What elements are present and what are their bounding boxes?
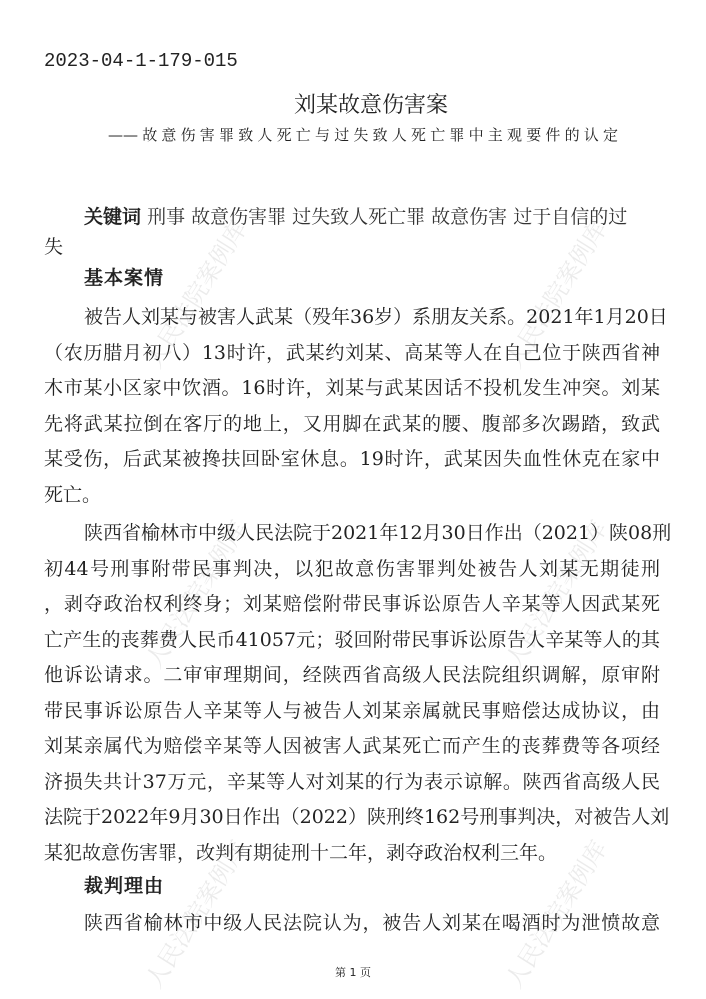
keywords-label: 关键词 (84, 206, 142, 228)
text-line: 带民事诉讼原告人辛某等人与被告人刘某亲属就民事赔偿达成协议，由 (44, 699, 660, 722)
section-heading-reasoning: 裁判理由 (84, 875, 165, 897)
text-line: 亡产生的丧葬费人民币41057元；驳回附带民事诉讼原告人辛某等人的其 (44, 628, 660, 651)
watermark: 人民法院案例库 (500, 215, 613, 374)
case-id: 2023-04-1-179-015 (44, 50, 238, 72)
text-line: 被告人刘某与被害人武某（殁年36岁）系朋友关系。2021年1月20日 (84, 306, 668, 328)
text-line: 刘某亲属代为赔偿辛某等人因被害人武某死亡而产生的丧葬费等各项经 (44, 735, 660, 757)
text-line: 先将武某拉倒在客厅的地上，又用脚在武某的腰、腹部多次踢踏，致武 (44, 412, 660, 435)
text-line: 法院于2022年9月30日作出（2022）陕刑终162号刑事判决，对被告人刘 (44, 806, 670, 828)
keywords-line (84, 202, 660, 229)
page-number: 第 1 页 (335, 966, 371, 979)
text-line: ，剥夺政治权利终身；刘某赔偿附带民事诉讼原告人辛某等人因武某死 (44, 593, 660, 615)
watermark: 人民法院案例库 (140, 835, 253, 994)
watermark: 人民法院案例库 (140, 215, 253, 374)
watermark: 人民法院案例库 (140, 515, 253, 674)
text-line: 陕西省榆林市中级人民法院于2021年12月30日作出（2021）陕08刑 (84, 522, 672, 544)
page-title: 刘某故意伤害案 (293, 93, 448, 118)
page-subtitle: ——故意伤害罪致人死亡与过失致人死亡罪中主观要件的认定 (108, 126, 618, 144)
text-line: （农历腊月初八）13时许，武某约刘某、高某等人在自己位于陕西省神 (44, 341, 660, 364)
watermark: 人民法院案例库 (500, 515, 613, 674)
keywords-continuation: 失 (44, 236, 64, 258)
text-line: 木市某小区家中饮酒。16时许，刘某与武某因话不投机发生冲突。刘某 (44, 377, 660, 399)
text-line: 某受伤，后武某被搀扶回卧室休息。19时许，武某因失血性休克在家中 (44, 448, 660, 470)
section-heading-basic-facts: 基本案情 (84, 267, 165, 289)
text-line: 他诉讼请求。二审审理期间，经陕西省高级人民法院组织调解，原审附 (44, 664, 660, 686)
watermark: 人民法院案例库 (500, 835, 613, 994)
text-line: 死亡。 (44, 483, 102, 506)
text-line: 陕西省榆林市中级人民法院认为，被告人刘某在喝酒时为泄愤故意 (84, 912, 660, 934)
keywords-text: 刑事 故意伤害罪 过失致人死亡罪 故意伤害 过于自信的过 (147, 206, 628, 228)
text-line: 初44号刑事附带民事判决，以犯故意伤害罪判处被告人刘某无期徒刑 (44, 557, 660, 580)
text-line: 某犯故意伤害罪，改判有期徒刑十二年，剥夺政治权利三年。 (44, 841, 558, 864)
text-line: 济损失共计37万元，辛某等人对刘某的行为表示谅解。陕西省高级人民 (44, 770, 660, 793)
